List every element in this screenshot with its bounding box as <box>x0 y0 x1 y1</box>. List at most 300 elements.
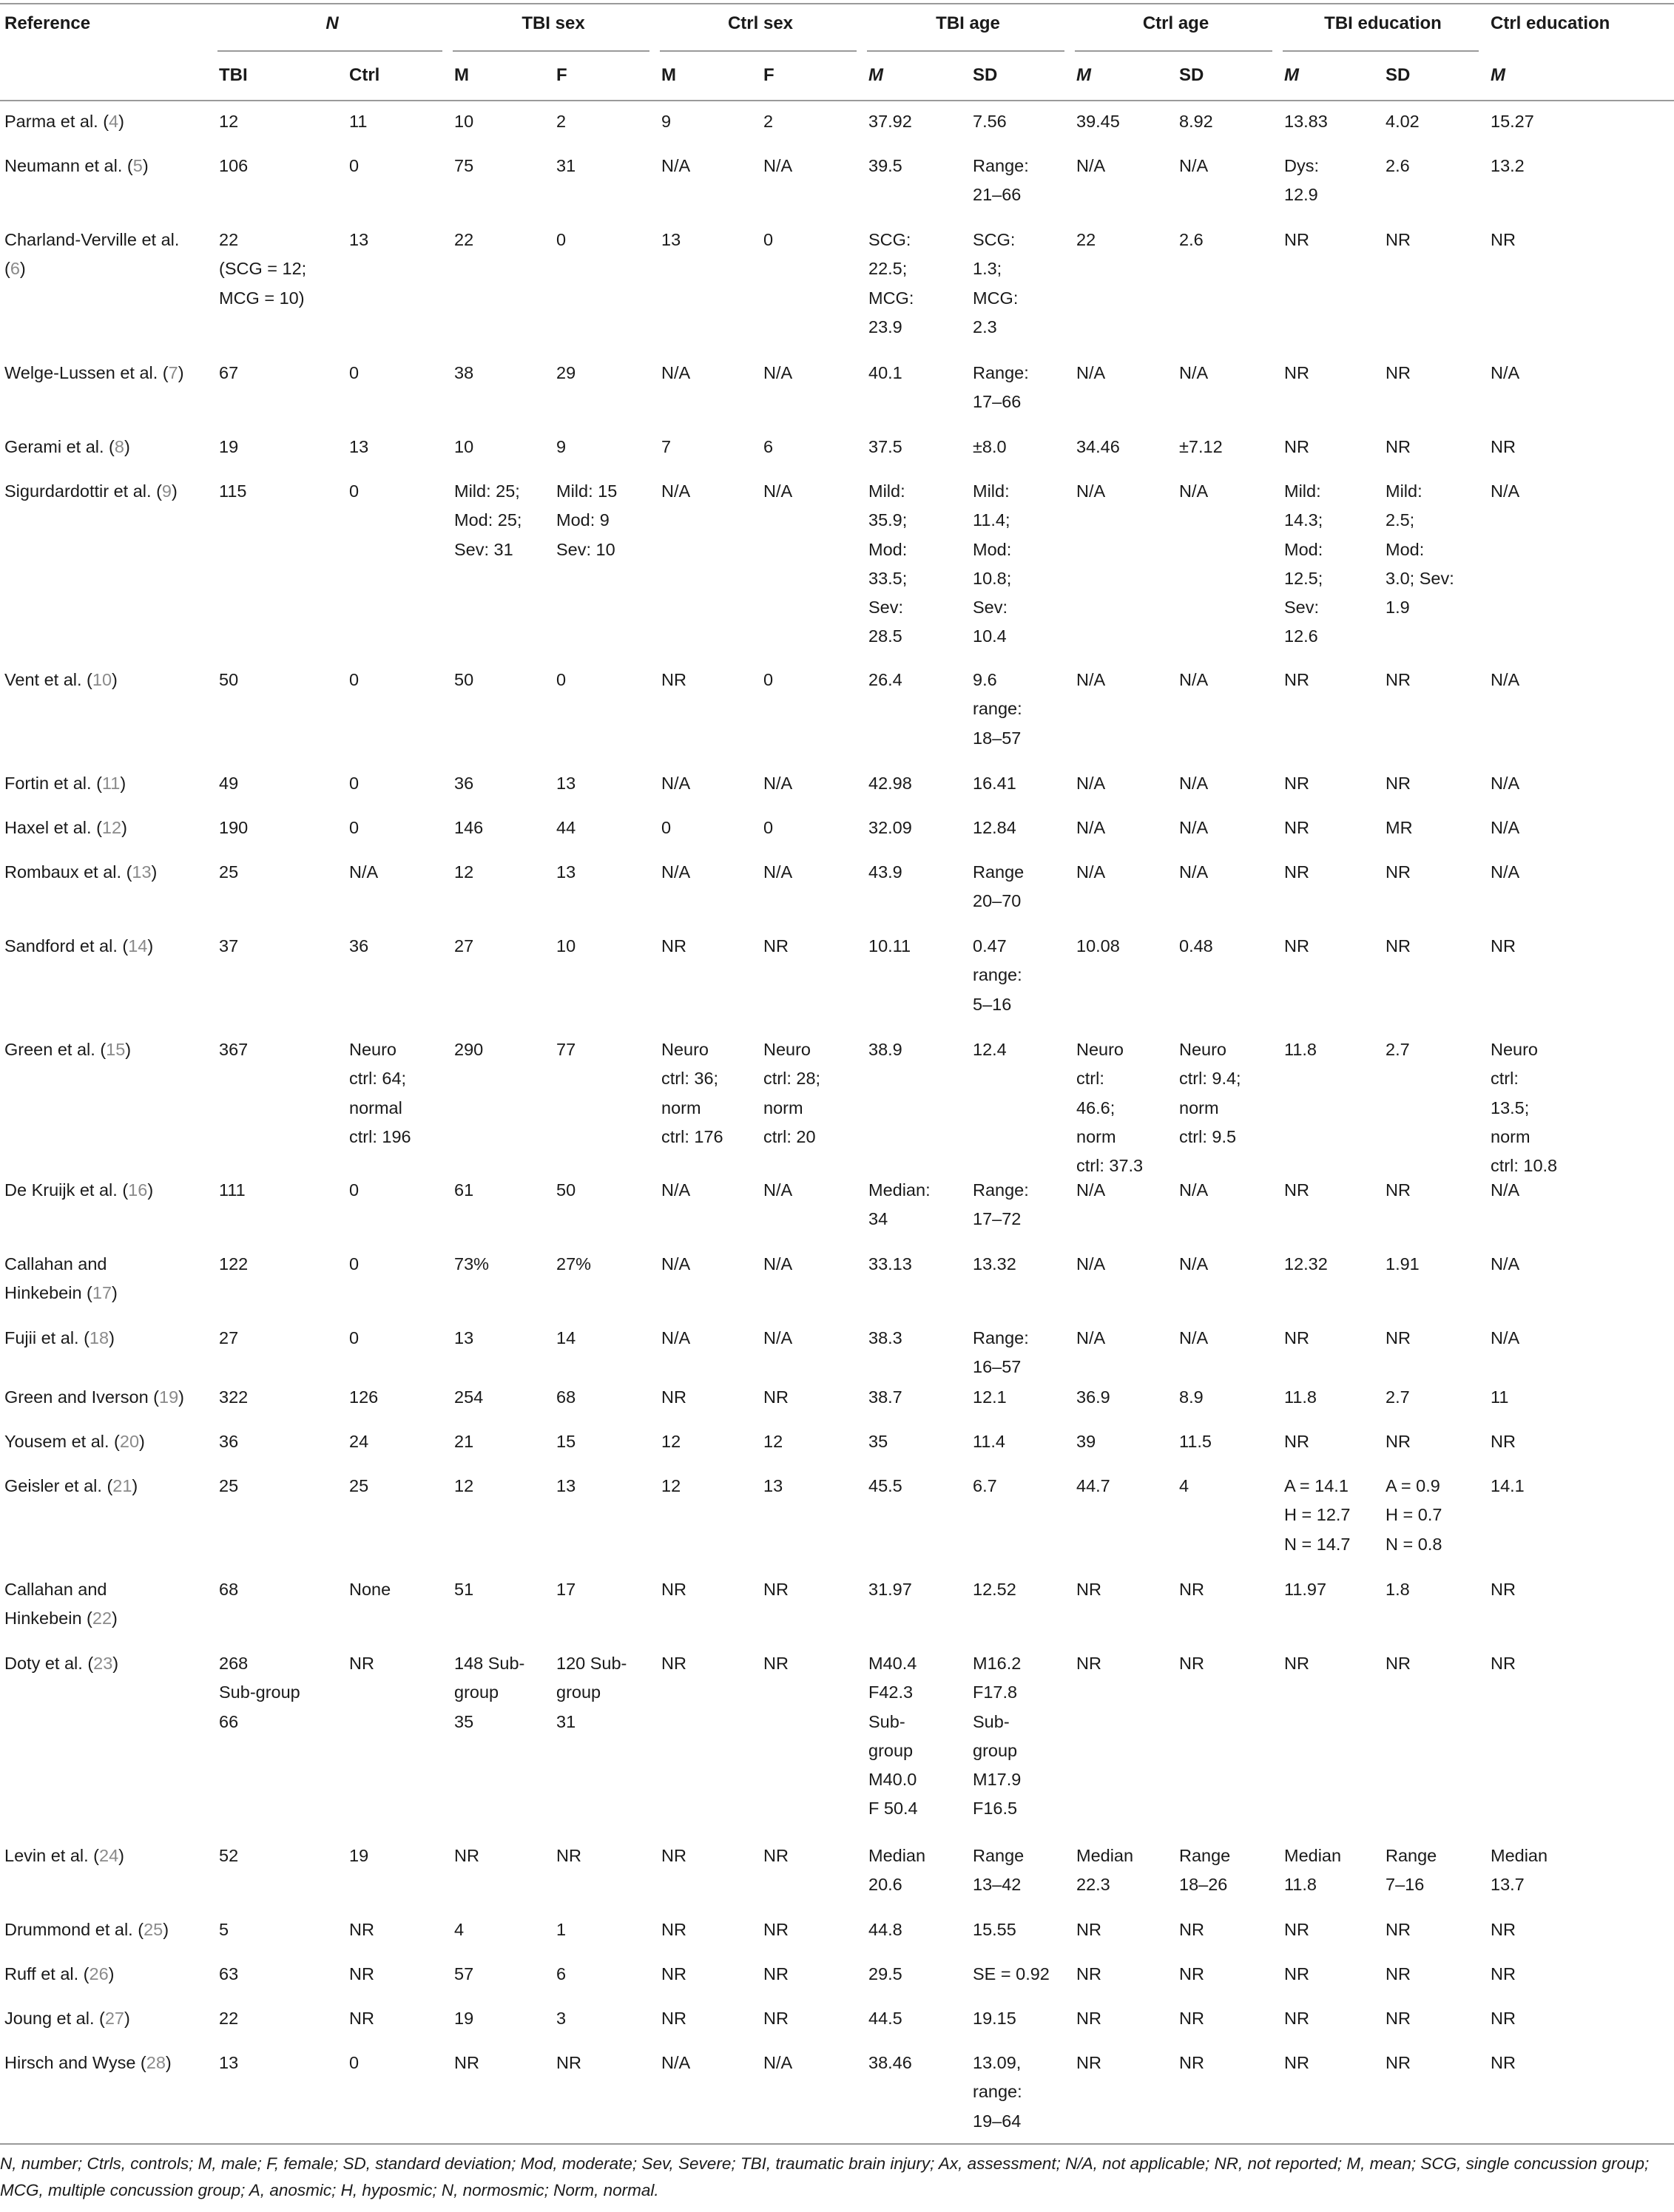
table-cell: 35 <box>868 1432 888 1451</box>
table-cell: 12.1 <box>973 1387 1007 1407</box>
header-group-6: TBI education <box>1324 13 1442 33</box>
table-cell: NR <box>1386 862 1411 882</box>
table-cell: N/A <box>1179 774 1209 793</box>
table-cell: 68 <box>556 1387 576 1407</box>
table-cell: Median: 34 <box>868 1180 931 1229</box>
table-cell: Mild: 15 Mod: 9 Sev: 10 <box>556 481 618 559</box>
table-cell: 39 <box>1076 1432 1096 1451</box>
table-cell: 51 <box>454 1580 474 1599</box>
table-cell: 10.11 <box>868 936 911 956</box>
table-cell: 11.97 <box>1284 1580 1327 1599</box>
table-cell: 7.56 <box>973 112 1007 131</box>
table-cell: N/A <box>661 481 691 501</box>
table-cell: 13 <box>349 437 369 456</box>
reference-text: Fujii et al. ( <box>4 1328 90 1347</box>
table-cell: N/A <box>763 2053 793 2072</box>
table-cell: Neuro ctrl: 9.4; norm ctrl: 9.5 <box>1179 1040 1241 1146</box>
table-cell: 8.92 <box>1179 112 1213 131</box>
reference-citation-link[interactable]: 20 <box>119 1432 140 1451</box>
table-cell: 17 <box>556 1580 576 1599</box>
reference-cell: Charland-Verville et al. (6) <box>4 230 180 279</box>
header-group-4: TBI age <box>936 13 1000 33</box>
table-cell: NR <box>349 2009 374 2028</box>
table-cell: NR <box>1284 437 1309 456</box>
table-cell: 10.08 <box>1076 936 1120 956</box>
table-cell: 27 <box>454 936 474 956</box>
table-cell: N/A <box>1076 818 1106 837</box>
reference-text: Gerami et al. ( <box>4 437 115 456</box>
table-cell: NR <box>349 1964 374 1983</box>
table-cell: NR <box>1179 1920 1204 1939</box>
table-cell: Dys: 12.9 <box>1284 156 1319 205</box>
table-cell: 39.5 <box>868 156 902 175</box>
table-cell: 0.48 <box>1179 936 1213 956</box>
table-cell: N/A <box>763 774 793 793</box>
table-cell: 0 <box>349 363 360 382</box>
table-cell: NR <box>763 1920 789 1939</box>
table-cell: 12 <box>454 1476 474 1495</box>
table-cell: N/A <box>1179 670 1209 689</box>
table-cell: 44.8 <box>868 1920 902 1939</box>
table-cell: N/A <box>349 862 379 882</box>
reference-citation-link[interactable]: 7 <box>168 363 178 382</box>
table-cell: NR <box>1179 1580 1204 1599</box>
table-cell: N/A <box>763 1180 793 1200</box>
table-cell: NR <box>1076 1920 1101 1939</box>
table-cell: NR <box>1491 1580 1516 1599</box>
header-sub-9: SD <box>1179 65 1204 85</box>
table-cell: N/A <box>1491 1254 1520 1274</box>
table-cell: 0 <box>763 230 774 249</box>
reference-citation-link[interactable]: 26 <box>89 1964 109 1983</box>
table-cell: A = 14.1 H = 12.7 N = 14.7 <box>1284 1476 1351 1554</box>
table-cell: 24 <box>349 1432 369 1451</box>
table-cell: NR <box>1386 1328 1411 1347</box>
reference-citation-link[interactable]: 9 <box>161 481 172 501</box>
table-cell: 0 <box>349 774 360 793</box>
table-cell: 38 <box>454 363 474 382</box>
table-cell: NR <box>763 1846 789 1865</box>
table-cell: N/A <box>1076 481 1106 501</box>
reference-text: Vent et al. ( <box>4 670 92 689</box>
table-cell: 13.32 <box>973 1254 1016 1274</box>
header-sub-6: M <box>868 65 883 85</box>
table-cell: 38.46 <box>868 2053 912 2072</box>
table-cell: NR <box>1491 1920 1516 1939</box>
reference-citation-link[interactable]: 6 <box>10 259 20 279</box>
table-footnote: N, number; Ctrls, controls; M, male; F, female; SD, standard deviation; Mod, moderate; Sev, Severe; TBI, traumatic brain injury; Ax, assessment; N/A, not applicable; NR, not reported; M, mean; SCG, single concussion group; MCG, multiple concussion group; A, anosmic; H, hyposmic; N, normosmic; Norm, normal. <box>0 2154 1650 2199</box>
header-sub-3: F <box>556 65 567 85</box>
table-cell: 29 <box>556 363 576 382</box>
table-top-rule <box>0 3 1674 4</box>
table-cell: NR <box>1284 670 1309 689</box>
table-bottom-rule <box>0 2143 1674 2145</box>
reference-citation-link[interactable]: 18 <box>89 1328 109 1347</box>
reference-cell: Green et al. (15) <box>4 1040 132 1059</box>
table-cell: NR <box>1284 2053 1309 2072</box>
table-cell: 13.09, range: 19–64 <box>973 2053 1022 2131</box>
reference-cell: Green and Iverson (19) <box>4 1387 184 1407</box>
table-cell: N/A <box>661 774 691 793</box>
table-cell: 0 <box>349 1254 360 1274</box>
table-cell: NR <box>349 1654 374 1673</box>
table-cell: 33.13 <box>868 1254 912 1274</box>
table-cell: N/A <box>1491 670 1520 689</box>
reference-cell: Joung et al. (27) <box>4 2009 130 2028</box>
reference-text: Fortin et al. ( <box>4 774 102 793</box>
table-cell: NR <box>1386 1180 1411 1200</box>
reference-text: De Kruijk et al. ( <box>4 1180 129 1200</box>
reference-text: Charland-Verville et al. ( <box>4 230 180 279</box>
table-cell: 11 <box>349 112 368 131</box>
reference-cell: Rombaux et al. (13) <box>4 862 158 882</box>
table-cell: 12.32 <box>1284 1254 1328 1274</box>
table-cell: Neuro ctrl: 28; norm ctrl: 20 <box>763 1040 821 1146</box>
table-cell: 52 <box>219 1846 239 1865</box>
table-cell: 6 <box>556 1964 567 1983</box>
table-cell: 36 <box>454 774 474 793</box>
reference-citation-link[interactable]: 8 <box>114 437 124 456</box>
table-cell: Median 11.8 <box>1284 1846 1342 1895</box>
table-cell: 31.97 <box>868 1580 912 1599</box>
header-sub-2: M <box>454 65 469 85</box>
table-cell: N/A <box>1179 1328 1209 1347</box>
table-cell: 0 <box>556 230 567 249</box>
table-cell: 25 <box>349 1476 369 1495</box>
reference-text: Ruff et al. ( <box>4 1964 90 1983</box>
table-cell: 75 <box>454 156 474 175</box>
table-cell: SE = 0.92 <box>973 1964 1050 1983</box>
reference-cell: Geisler et al. (21) <box>4 1476 138 1495</box>
table-cell: 0 <box>763 670 774 689</box>
reference-citation-link[interactable]: 24 <box>99 1846 119 1865</box>
header-group-0: Reference <box>4 13 91 33</box>
reference-citation-link[interactable]: 19 <box>159 1387 179 1407</box>
table-cell: 0 <box>349 2053 360 2072</box>
table-cell: 5 <box>219 1920 229 1939</box>
table-cell: NR <box>763 936 789 956</box>
reference-cell: Gerami et al. (8) <box>4 437 130 456</box>
reference-citation-link[interactable]: 4 <box>109 112 119 131</box>
table-cell: NR <box>1491 2009 1516 2028</box>
table-cell: Mild: 14.3; Mod: 12.5; Sev: 12.6 <box>1284 481 1323 646</box>
table-cell: Range: 17–72 <box>973 1180 1029 1229</box>
table-cell: N/A <box>1076 1254 1106 1274</box>
table-cell: 15.55 <box>973 1920 1016 1939</box>
reference-text: Callahan and Hinkebein ( <box>4 1254 107 1303</box>
table-cell: N/A <box>763 481 793 501</box>
table-cell: NR <box>1386 437 1411 456</box>
table-cell: N/A <box>763 1328 793 1347</box>
table-cell: M40.4 F42.3 Sub- group M40.0 F 50.4 <box>868 1654 918 1819</box>
table-cell: 12.52 <box>973 1580 1016 1599</box>
table-cell: Mild: 11.4; Mod: 10.8; Sev: 10.4 <box>973 481 1012 646</box>
table-cell: 44.5 <box>868 2009 902 2028</box>
table-cell: NR <box>1284 1654 1309 1673</box>
table-cell: Neuro ctrl: 36; norm ctrl: 176 <box>661 1040 723 1146</box>
table-cell: None <box>349 1580 391 1599</box>
table-cell: 12.84 <box>973 818 1016 837</box>
table-cell: 50 <box>556 1180 576 1200</box>
table-cell: NR <box>1076 1580 1101 1599</box>
table-cell: 34.46 <box>1076 437 1120 456</box>
reference-text: Sigurdardottir et al. ( <box>4 481 162 501</box>
header-sub-0: TBI <box>219 65 248 85</box>
table-cell: Range 20–70 <box>973 862 1025 911</box>
table-cell: N/A <box>763 156 793 175</box>
table-cell: 0 <box>349 818 360 837</box>
table-cell: NR <box>1386 2009 1411 2028</box>
reference-citation-link[interactable]: 17 <box>92 1283 112 1303</box>
table-cell: 40.1 <box>868 363 902 382</box>
table-cell: 13 <box>219 2053 239 2072</box>
table-cell: N/A <box>763 862 793 882</box>
table-cell: 12.4 <box>973 1040 1007 1059</box>
table-cell: 43.9 <box>868 862 902 882</box>
table-cell: 19 <box>454 2009 474 2028</box>
table-cell: 26.4 <box>868 670 902 689</box>
table-cell: Neuro ctrl: 46.6; norm ctrl: 37.3 <box>1076 1040 1144 1176</box>
table-cell: N/A <box>1179 363 1209 382</box>
table-cell: SCG: 22.5; MCG: 23.9 <box>868 230 914 336</box>
table-cell: N/A <box>1179 818 1209 837</box>
table-cell: Mild: 25; Mod: 25; Sev: 31 <box>454 481 522 559</box>
reference-text: Green and Iverson ( <box>4 1387 159 1407</box>
table-cell: 111 <box>219 1180 246 1200</box>
header-sub-7: SD <box>973 65 998 85</box>
table-cell: 38.9 <box>868 1040 902 1059</box>
reference-cell: Neumann et al. (5) <box>4 156 149 175</box>
table-cell: ±7.12 <box>1179 437 1223 456</box>
reference-text: Drummond et al. ( <box>4 1920 144 1939</box>
reference-citation-link[interactable]: 16 <box>128 1180 148 1200</box>
table-cell: 1.91 <box>1386 1254 1420 1274</box>
reference-text: Sandford et al. ( <box>4 936 129 956</box>
reference-cell: Levin et al. (24) <box>4 1846 124 1865</box>
table-cell: 25 <box>219 1476 239 1495</box>
group-underline <box>660 50 857 52</box>
table-cell: 29.5 <box>868 1964 902 1983</box>
table-cell: 44.7 <box>1076 1476 1110 1495</box>
table-cell: 2 <box>763 112 774 131</box>
table-cell: N/A <box>661 363 691 382</box>
table-cell: 4.02 <box>1386 112 1420 131</box>
reference-citation-link[interactable]: 13 <box>132 862 152 882</box>
reference-cell: Doty et al. (23) <box>4 1654 119 1673</box>
reference-citation-link[interactable]: 15 <box>106 1040 126 1059</box>
reference-citation-link[interactable]: 23 <box>93 1654 113 1673</box>
table-cell: 15.27 <box>1491 112 1534 131</box>
reference-citation-link[interactable]: 27 <box>104 2009 124 2028</box>
table-cell: N/A <box>661 1180 691 1200</box>
table-cell: 15 <box>556 1432 576 1451</box>
group-underline <box>867 50 1064 52</box>
table-cell: 4 <box>454 1920 465 1939</box>
table-cell: NR <box>1284 1964 1309 1983</box>
table-cell: N/A <box>1076 774 1106 793</box>
table-cell: 32.09 <box>868 818 912 837</box>
table-cell: NR <box>661 1654 686 1673</box>
table-cell: 1.8 <box>1386 1580 1410 1599</box>
table-cell: NR <box>1284 230 1309 249</box>
table-cell: 3 <box>556 2009 567 2028</box>
table-cell: 50 <box>454 670 474 689</box>
reference-citation-link[interactable]: 25 <box>144 1920 163 1939</box>
table-cell: 13.83 <box>1284 112 1328 131</box>
table-cell: N/A <box>1076 862 1106 882</box>
table-cell: NR <box>1284 862 1309 882</box>
table-cell: 4 <box>1179 1476 1189 1495</box>
table-cell: 10 <box>556 936 576 956</box>
table-cell: NR <box>1284 818 1309 837</box>
table-cell: N/A <box>661 156 691 175</box>
table-cell: 9 <box>661 112 672 131</box>
reference-citation-link[interactable]: 11 <box>101 774 121 793</box>
table-cell: NR <box>1491 2053 1516 2072</box>
table-cell: 37.5 <box>868 437 902 456</box>
reference-citation-link[interactable]: 10 <box>92 670 112 689</box>
table-cell: Range 7–16 <box>1386 1846 1437 1895</box>
table-cell: 268 Sub-group 66 <box>219 1654 300 1731</box>
table-cell: 63 <box>219 1964 239 1983</box>
reference-citation-link[interactable]: 14 <box>128 936 148 956</box>
table-cell: 13 <box>454 1328 474 1347</box>
table-cell: 37.92 <box>868 112 912 131</box>
reference-citation-link[interactable]: 22 <box>92 1609 112 1628</box>
table-cell: 122 <box>219 1254 249 1274</box>
table-cell: M16.2 F17.8 Sub- group M17.9 F16.5 <box>973 1654 1022 1819</box>
table-cell: 14.1 <box>1491 1476 1525 1495</box>
reference-citation-link[interactable]: 21 <box>112 1476 132 1495</box>
header-group-1: N <box>325 13 339 33</box>
table-cell: 13 <box>556 862 576 882</box>
table-cell: Median 13.7 <box>1491 1846 1548 1895</box>
table-cell: NR <box>1284 1180 1309 1200</box>
table-cell: NR <box>1284 1432 1309 1451</box>
table-cell: NR <box>1491 437 1516 456</box>
group-underline <box>1283 50 1479 52</box>
table-cell: NR <box>349 1920 374 1939</box>
table-cell: N/A <box>1491 363 1520 382</box>
reference-citation-link[interactable]: 5 <box>132 156 143 175</box>
table-cell: NR <box>1491 1432 1516 1451</box>
table-cell: Neuro ctrl: 13.5; norm ctrl: 10.8 <box>1491 1040 1558 1176</box>
table-cell: NR <box>661 936 686 956</box>
table-cell: 36 <box>349 936 369 956</box>
table-cell: 19 <box>349 1846 369 1865</box>
table-cell: NR <box>661 1920 686 1939</box>
table-cell: NR <box>1284 774 1309 793</box>
table-cell: 27% <box>556 1254 592 1274</box>
table-cell: 11.8 <box>1284 1040 1317 1059</box>
table-cell: NR <box>1386 936 1411 956</box>
table-cell: NR <box>1284 2009 1309 2028</box>
table-cell: N/A <box>661 2053 691 2072</box>
table-cell: NR <box>661 1387 686 1407</box>
reference-cell: Ruff et al. (26) <box>4 1964 115 1983</box>
header-sub-10: M <box>1284 65 1299 85</box>
table-cell: N/A <box>1179 1180 1209 1200</box>
table-cell: 38.7 <box>868 1387 902 1407</box>
table-cell: NR <box>1386 1964 1411 1983</box>
table-cell: 22 <box>454 230 474 249</box>
table-cell: N/A <box>1491 481 1520 501</box>
table-cell: 0 <box>556 670 567 689</box>
table-cell: 21 <box>454 1432 474 1451</box>
table-cell: 39.45 <box>1076 112 1120 131</box>
header-group-2: TBI sex <box>522 13 585 33</box>
table-cell: N/A <box>1076 1180 1106 1200</box>
table-cell: N/A <box>661 1254 691 1274</box>
table-cell: N/A <box>1076 1328 1106 1347</box>
reference-text: Callahan and Hinkebein ( <box>4 1580 107 1628</box>
table-cell: Range: 21–66 <box>973 156 1029 205</box>
table-cell: 12 <box>763 1432 783 1451</box>
table-cell: 10 <box>454 437 474 456</box>
reference-cell: Parma et al. (4) <box>4 112 124 131</box>
table-cell: Range 18–26 <box>1179 1846 1231 1895</box>
table-cell: NR <box>661 1580 686 1599</box>
table-cell: Range: 17–66 <box>973 363 1029 412</box>
table-cell: 44 <box>556 818 576 837</box>
table-cell: 2 <box>556 112 567 131</box>
table-cell: 0 <box>349 156 360 175</box>
table-cell: NR <box>661 1964 686 1983</box>
header-sub-12: M <box>1491 65 1505 85</box>
table-cell: Range 13–42 <box>973 1846 1025 1895</box>
table-cell: 22 <box>1076 230 1096 249</box>
table-cell: N/A <box>763 363 793 382</box>
table-cell: 37 <box>219 936 239 956</box>
table-cell: N/A <box>1491 1180 1520 1200</box>
table-cell: 322 <box>219 1387 249 1407</box>
table-cell: NR <box>1284 1920 1309 1939</box>
table-cell: 13 <box>763 1476 783 1495</box>
table-cell: NR <box>1386 2053 1411 2072</box>
table-cell: NR <box>1386 1654 1411 1673</box>
table-cell: NR <box>1386 774 1411 793</box>
table-cell: N/A <box>1179 1254 1209 1274</box>
table-cell: NR <box>1386 670 1411 689</box>
reference-citation-link[interactable]: 12 <box>101 818 122 837</box>
reference-citation-link[interactable]: 28 <box>146 2053 166 2072</box>
table-cell: 50 <box>219 670 239 689</box>
table-cell: Mild: 35.9; Mod: 33.5; Sev: 28.5 <box>868 481 908 646</box>
table-cell: 31 <box>556 156 576 175</box>
table-cell: NR <box>1386 363 1411 382</box>
table-cell: 9 <box>556 437 567 456</box>
table-cell: NR <box>1179 2053 1204 2072</box>
table-cell: 120 Sub- group 31 <box>556 1654 627 1731</box>
table-cell: NR <box>1386 1432 1411 1451</box>
table-cell: NR <box>763 2009 789 2028</box>
table-cell: N/A <box>1076 670 1106 689</box>
table-cell: 0 <box>349 1180 360 1200</box>
table-cell: 11.4 <box>973 1432 1005 1451</box>
table-cell: 0 <box>763 818 774 837</box>
reference-text: Haxel et al. ( <box>4 818 102 837</box>
reference-cell: Fujii et al. (18) <box>4 1328 115 1347</box>
table-cell: NR <box>1284 1328 1309 1347</box>
table-cell: 0.47 range: 5–16 <box>973 936 1022 1014</box>
table-cell: MR <box>1386 818 1413 837</box>
table-cell: 0 <box>349 1328 360 1347</box>
table-cell: 290 <box>454 1040 484 1059</box>
table-cell: 10 <box>454 112 474 131</box>
table-cell: 2.7 <box>1386 1387 1410 1407</box>
group-underline <box>217 50 442 52</box>
reference-text: Parma et al. ( <box>4 112 109 131</box>
